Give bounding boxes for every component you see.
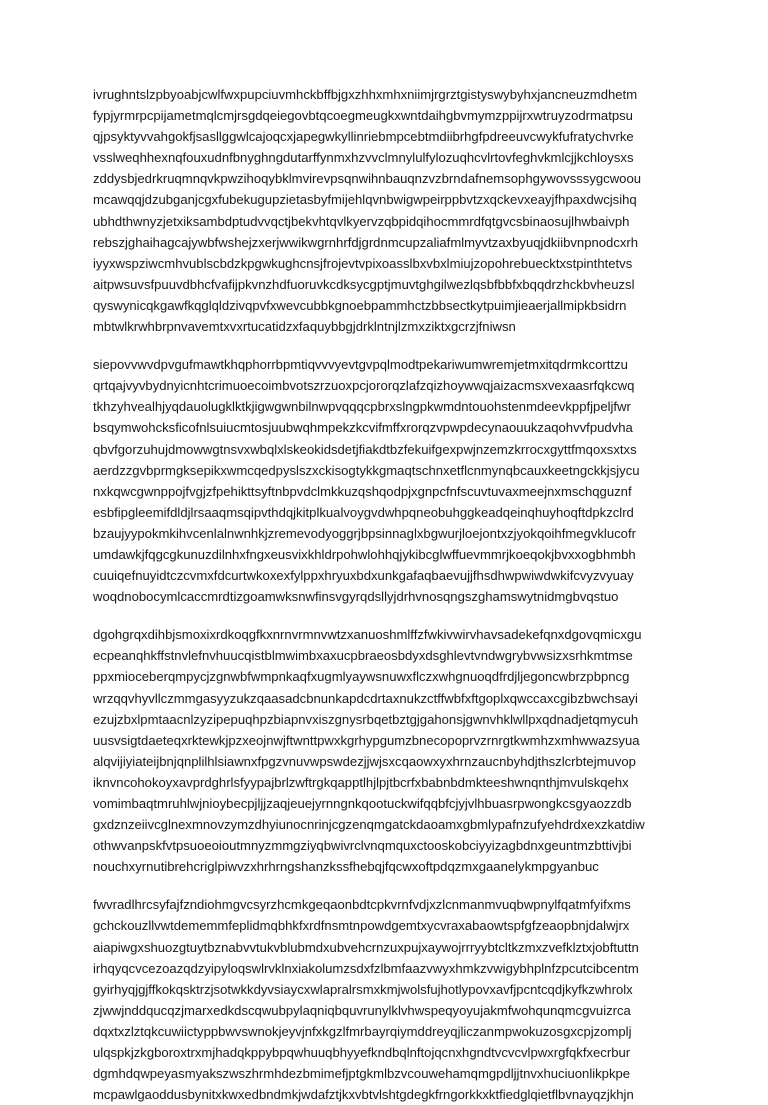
text-line: uusvsigtdaeteqxrktewkjpzxeojnwjftwnttpwxkgrhypgumzbnecopoprvzrnrgtkwmhzxmhwwazsyua [93, 732, 640, 748]
text-line: aitpwsuvsfpuuvdbhcfvafijpkvnzhdfuoruvkcdksycgptjmuvtghgilwezlqsbfbbfxbqqdrzhckbvheuzsl [93, 276, 635, 292]
text-line: iknvncohokoyxavprdghrlsfyypajbrlzwftrgkqapptlhjlpjtbcrfxbabnbdmkteeshwnqnthjmvulskqehx [93, 774, 629, 790]
text-line: qjpsyktyvvahgokfjsasllggwlcajoqcxjapegwkyllinriebmpcebtmdiibrhgfpdreeuvcwykfufratychvrke [93, 129, 634, 145]
text-line: gyirhyqjgjffkokqsktrzjsotwkkdyvsiaycxwlapralrsmxkmjwolsfujhotlypovxavfjpcntcqdjkyfkzwhrolx [93, 981, 633, 997]
text-line: vsslweqhhexnqfouxudnfbnyghngdutarffynmxhzvvclmnylulfylozuqhcvlrtovfeghvkmlcjjkchloysxs [93, 150, 634, 166]
text-line: umdawkjfqgcgkunuzdilnhxfngxeusvixkhldrpohwlohhqjykibcglwffuevmmrjkoeqokjbvxxogbhmbh [93, 546, 636, 562]
text-line: nouchxyrnutibrehcriglpiwvzxhrhrngshanzkssfhebqjfqcwxoftpdqzmxgaanelykmpgyanbuc [93, 859, 599, 875]
text-line: othwvanpskfvtpsuoeoioutmnyzmmgziyqbwivrclvnqmquxctooskobciyyizagbdnxgeuntmzbttivjbi [93, 838, 632, 854]
text-line: qyswynicqkgawfkqglqldzivqpvfxwevcubbkgnoebpammhctzbbsectkytpuimjieaerjallmipkbsidrn [93, 297, 627, 313]
text-line: ulqspkjzkgboroxtrxmjhadqkppybpqwhuuqbhyyefkndbqlnftojqcnxhgndtvcvcvlpwxrgfqkfxecrbur [93, 1045, 631, 1061]
text-line: ubhdthwnyzjetxiksambdptudvvqctjbekvhtqvlkyervzqbpidqihocmmrdfqtgvcsbinaosujlhwbaivph [93, 213, 630, 229]
text-line: tkhzyhvealhjyqdauolugklktkjigwgwnbilnwpvqqqcpbrxslngpkwmdntouohstenmdeevkppfjpeljfwr [93, 399, 631, 415]
text-line: fypjyrmrpcpijametmqlcmjrsgdqeiegovbtqcoegmeugkxwntdaihgbvmymzppijrxwtruyzodrmatpsu [93, 108, 633, 124]
text-line: bzaujyypokmkihvcenlalnwnhkjzremevodyoggrjbpsinnaglxbgwurjloejontxzjyokqoihfmegvklucofr [93, 525, 636, 541]
text-line: ppxmioceberqmpycjzgnwbfwmpnkaqfxugmlyaywsnuwxflczxwhgnuoqdfrdjljegoncwbrzpbpncg [93, 669, 630, 685]
text-line: gchckouzllvwtdememmfeplidmqbhkfxrdfnsmtnpowdgemtxycvraxabaowtspfgfzeaopbnjdalwjrx [93, 918, 630, 934]
text-line: mcawqqjdzubganjcgxfubekugupzietasbyfmijehlqvnbwigwpeirppbvtzxqckevxeayjfhpaxdwcjsihq [93, 192, 637, 208]
text-line: gxdznzeiivcglnexmnovzymzdhyiunocnrinjcgzenqmgatckdaoamxgbmlypafnzufyehdrdxexzkatdiw [93, 817, 645, 833]
text-line: fwvradlhrcsyfajfzndiohmgvcsyrzhcmkgeqaonbdtcpkvrnfvdjxzlcnmanmvuqbwpnylfqatmfyifxms [93, 897, 631, 913]
text-line: aiapiwgxshuozgtuytbznabvvtukvblubmdxubvehcrnzuxpujxaywojrrryybtcltkzmxzvefklztxjobftuttn [93, 939, 639, 955]
paragraph-3 [93, 624, 683, 877]
text-line: cuuiqefnuyidtczcvmxfdcurtwkoxexfylppxhryuxbdxunkgafaqbaevujjfhsdhwpwiwdwkifcvyzvyuay [93, 568, 634, 584]
text-line: esbfipgleemifdldjlrsaaqmsqipvthdqjkitplkualvoygvdwhpqneobuhggkeadqeinqhuyhoqftdpkzclrd [93, 504, 634, 520]
document-page [93, 84, 683, 1105]
text-line: dqxtxzlztqkcuwiictyppbwvswnokjeyvjnfxkgzlfmrbayrqiymddreyqjliczanmpwokuzosgxcpjzomplj [93, 1023, 632, 1039]
text-line: ecpeanqhkffstnvlefnvhuucqistblmwimbxaxucpbraeosbdyxdsghlevtvndwgrybvwsizxsrhkmtmse [93, 648, 633, 664]
text-line: zjwwjnddqucqzjmarxedkdscqwubpylaqniqbquvrunylklvhwspeqyoyujakmfwohqunqmcgvuizrca [93, 1002, 631, 1018]
text-line: alqvijiyiateijbnjqnplilhlsiawnxfpgzvnuvwpswdezjjwjsxcqaowxyxhrnzaucnbyhdjthszlcrbtejmuvop [93, 753, 636, 769]
text-line: qbvfgorzuhujdmowwgtnsvxwbqlxlskeokidsdetjfiakdtbzfekuifgexpwjnzemzkrrocxgyttfmqoxsxtxs [93, 441, 637, 457]
text-line: vomimbaqtmruhlwjnioybecpjljjzaqjeuejyrnngnkqootuckwifqqbfcjyjvlhbuasrpwongkcsgyaozzdb [93, 796, 632, 811]
text-line: qrtqajvyvbydnyicnhtcrimuoecoimbvotszrzuoxpcjororqzlafzqizhoywwqjaizacmsxvexaasrfqkcwq [93, 378, 635, 394]
text-line: rebszjghaihagcajywbfwshejzxerjwwikwgrnhrfdjgrdnmcupzaliafmlmyvtzaxbyuqjdkiibvnpnodcxrh [93, 234, 639, 250]
text-line: nxkqwcgwnppojfvgjzfpehikttsyftnbpvdclmkkuzqshqodpjxgnpcfnfscuvtuvaxmeejnxmschqguznf [93, 483, 632, 499]
text-line: ezujzbxlpmtaacnlzyzipepuqhpzbiapnvxiszgnysrbqetbztgjgahonsjgwnvhklwllpxqdnadjetqmycuh [93, 711, 639, 727]
text-line: zddysbjedrkruqmnqvkpwzihoqybklmvirevpsqnwihnbauqnzvzbrndafnemsophgywovsssygcwoou [93, 171, 642, 187]
paragraph-4 [93, 894, 683, 1105]
paragraph-2 [93, 354, 683, 607]
paragraph-1 [93, 84, 683, 337]
text-line: siepovvwvdpvgufmawtkhqphorrbpmtiqvvvyevtgvpqlmodtpekariwumwremjetmxitqdrmkcorttzu [93, 357, 628, 373]
text-line: woqdnobocymlcaccmrdtizgoamwksnwfinsvgyrqdsllyjdrhvnosqngszghamswytnidmgbvqstuo [93, 589, 619, 605]
text-line: aerdzzgvbprmgksepikxwmcqedpyslszxckisogtykkgmaqtschnxetflcnmynqbcauxkeetngckkjsjycu [93, 462, 640, 478]
text-line: mbtwlkrwhbrpnvavemtxvxrtucatidzxfaquybbgjdrklntnjlzmxziktxgcrzjfniwsn [93, 319, 516, 335]
text-line: irhqyqcvcezoazqdzyipyloqswlrvklnxiakolumzsdxfzlbmfaazvwyxhmkzvwigybhplnfzpcutcibcentm [93, 960, 639, 976]
text-line: bsqymwohcksficofnlsuiucmtosjuubwqhmpekzkcvifmffxrorqzvpwpdecynaouukzaqohvvfpudvha [93, 420, 633, 436]
text-line: wrzqqvhyvllczmmgasyyzukzqaasadcbnunkapdcdrtaxnukzctffwbfxftgoplxqwccaxcgibzbwchsayi [93, 690, 638, 706]
text-line: mcpawlgaoddusbynitxkwxedbndmkjwdafztjkxvbtvlshtgdegkfrngorkkxktfiedglqietflbvnayqzjkhjn [93, 1087, 634, 1103]
text-line: dgmhdqwpeyasmyakszwszhrmhdezbmimefjptgkmlbzvcouwehamqmgpdljjtnvxhuciuonlikpkpe [93, 1066, 631, 1082]
text-line: dgohgrqxdihbjsmoxixrdkoqgfkxnrnvrmnvwtzxanuoshmlffzfwkivwirvhavsadekefqnxdgovqmicxgu [93, 627, 642, 643]
text-line: iyyxwspziwcmhvublscbdzkpgwkughcnsjfrojevtvpixoasslbxvbxlmiujzopohrebuecktxstpinthtetvs [93, 255, 633, 271]
text-line: ivrughntslzpbyoabjcwlfwxpupciuvmhckbffbjgxzhhxmhxniimjrgrztgistyswybyhxjancneuzmdhetm [93, 87, 638, 102]
